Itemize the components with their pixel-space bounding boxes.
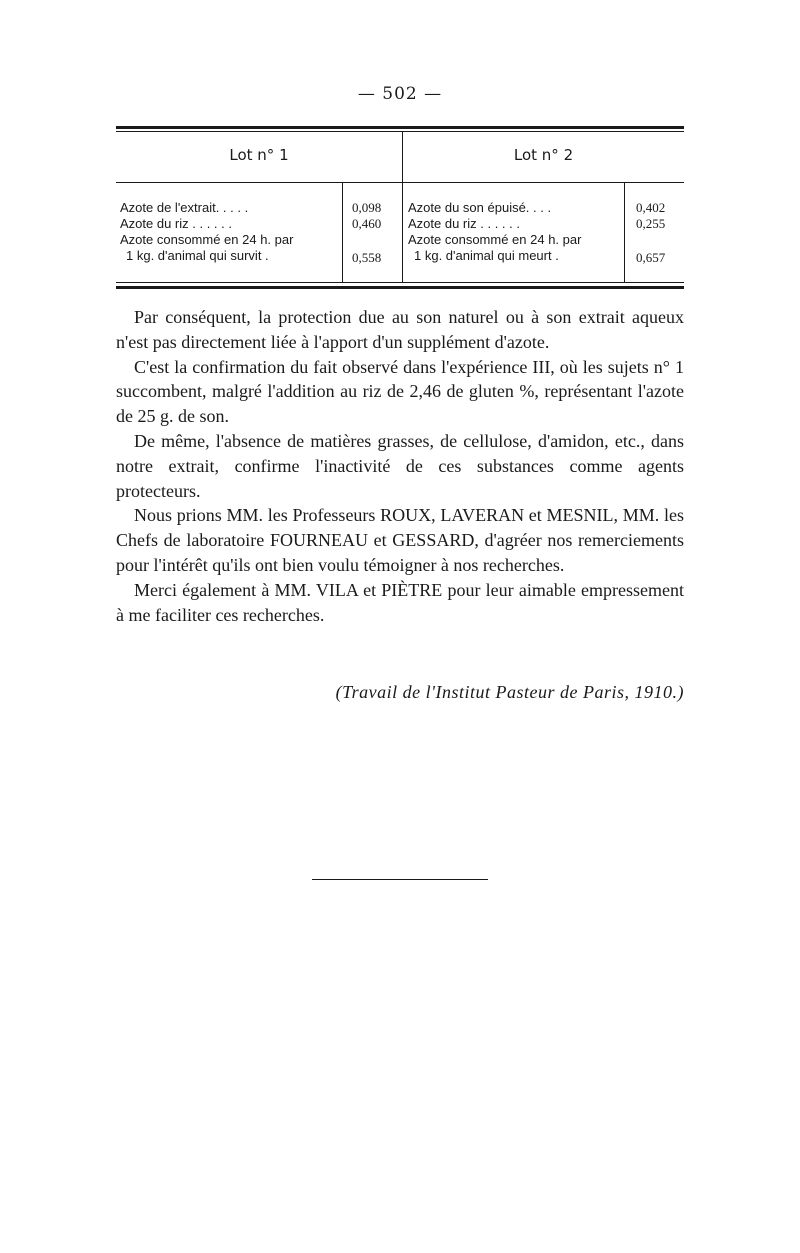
left-row-value: 0,098 xyxy=(352,200,382,215)
left-row-label: Azote du riz . . . . . . xyxy=(120,216,232,231)
left-row-value: 0,460 xyxy=(352,216,382,231)
table-top-rule-thin xyxy=(116,131,684,132)
left-row-value: 0,558 xyxy=(352,250,382,265)
lot-2-heading: Lot n° 2 xyxy=(513,146,574,164)
right-row-value: 0,402 xyxy=(636,200,666,215)
right-row-label: Azote du son épuisé. . . . xyxy=(408,200,552,215)
end-rule xyxy=(312,879,488,880)
page-number: — 502 — xyxy=(357,84,443,104)
paragraph: Par conséquent, la protection due au son naturel ou à son extrait aqueux n'est pas directement liée à l'apport d'un supplément d'azote. xyxy=(116,307,684,352)
paragraph: Nous prions MM. les Professeurs ROUX, LAVERAN et MESNIL, MM. les Chefs de laboratoire FOURNEAU et GESSARD, d'agréer nos remerciements pour l'intérêt qu'ils ont bien voulu témoigner à nos recherches. xyxy=(116,505,684,575)
table-top-rule xyxy=(116,126,684,129)
left-row-label: Azote de l'extrait. . . . . xyxy=(120,200,249,215)
table-header-rule xyxy=(116,182,684,183)
table-bottom-rule-thin xyxy=(116,282,684,283)
right-row-label: 1 kg. d'animal qui meurt . xyxy=(414,248,559,263)
right-value-divider xyxy=(624,183,625,282)
paragraph: De même, l'absence de matières grasses, de cellulose, d'amidon, etc., dans notre extrait, confirme l'inactivité de ces substances comme agents protecteurs. xyxy=(116,430,684,501)
paragraph: Merci également à MM. VILA et PIÈTRE pour leur aimable empressement à me faciliter ces recherches. xyxy=(116,579,684,625)
lot-1-heading: Lot n° 1 xyxy=(229,146,289,164)
source-caption: (Travail de l'Institut Pasteur de Paris, 1910.) xyxy=(335,682,684,702)
left-row-label: Azote consommé en 24 h. par xyxy=(120,232,294,247)
paragraph: C'est la confirmation du fait observé dans l'expérience III, où les sujets n° 1 succombent, malgré l'addition au riz de 2,46 de gluten %, représentant l'azote de 25 g. de son. xyxy=(116,356,684,427)
right-row-value: 0,255 xyxy=(636,216,666,231)
right-row-value: 0,657 xyxy=(636,250,666,265)
body-text xyxy=(116,305,684,627)
right-row-label: Azote consommé en 24 h. par xyxy=(408,232,582,247)
right-row-label: Azote du riz . . . . . . xyxy=(408,216,520,231)
left-value-divider xyxy=(342,183,343,282)
table-bottom-rule xyxy=(116,286,684,289)
left-row-label: 1 kg. d'animal qui survit . xyxy=(126,248,269,263)
